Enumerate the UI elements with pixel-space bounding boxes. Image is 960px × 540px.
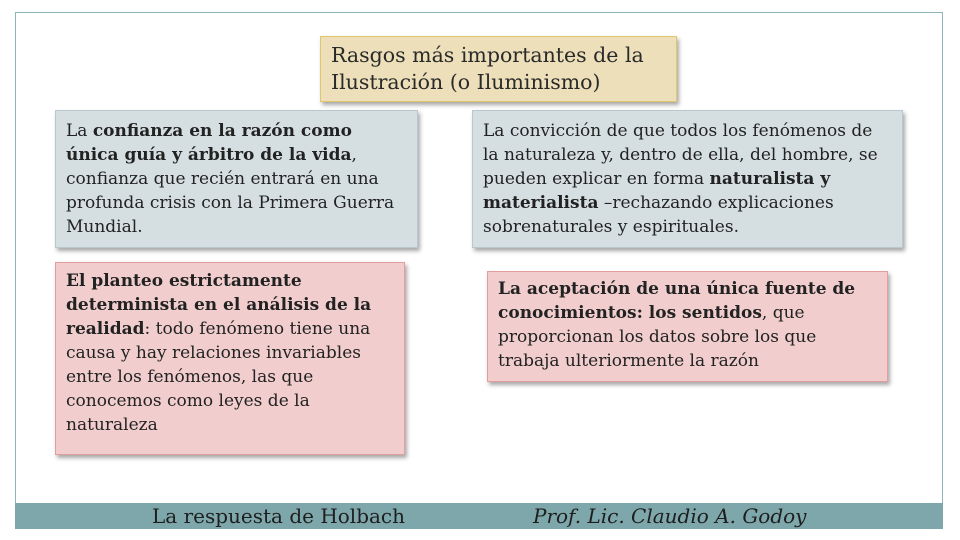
trait-text-pre: La convicción de que todos los fenómenos de la naturaleza y, dentro de ella, del hombre, se pueden explicar en forma	[483, 121, 878, 189]
trait-text-bold: confianza en la razón como única guía y árbitro de la vida	[66, 121, 352, 165]
trait-text-pre: La	[66, 121, 93, 141]
trait-text-post: , confianza que recién entrará en una profunda crisis con la Primera Guerra Mundial.	[66, 145, 395, 237]
title-line-2: Ilustración (o Iluminismo)	[331, 70, 601, 94]
trait-text-bold: naturalista y materialista	[483, 169, 831, 213]
slide-title	[320, 36, 677, 102]
trait-text-post: –rechazando explicaciones sobrenaturales y espirituales.	[483, 193, 834, 237]
trait-box-determinism	[55, 262, 405, 455]
trait-box-reason	[55, 110, 418, 248]
trait-box-naturalism	[472, 110, 903, 248]
footer-bar	[15, 503, 943, 529]
trait-text-bold: El planteo estrictamente determinista en el análisis de la realidad	[66, 271, 372, 339]
title-line-1: Rasgos más importantes de la	[331, 43, 644, 67]
trait-text-post: , que proporcionan los datos sobre los que trabaja ulteriormente la razón	[498, 303, 817, 371]
trait-text-bold: La aceptación de una única fuente de conocimientos: los sentidos	[498, 279, 856, 323]
trait-text-post: : todo fenómeno tiene una causa y hay relaciones invariables entre los fenómenos, las que conocemos como leyes de la naturaleza	[66, 319, 371, 435]
trait-box-senses	[487, 271, 888, 382]
footer-author: Prof. Lic. Claudio A. Godoy	[533, 504, 807, 528]
footer-topic: La respuesta de Holbach	[152, 504, 406, 528]
